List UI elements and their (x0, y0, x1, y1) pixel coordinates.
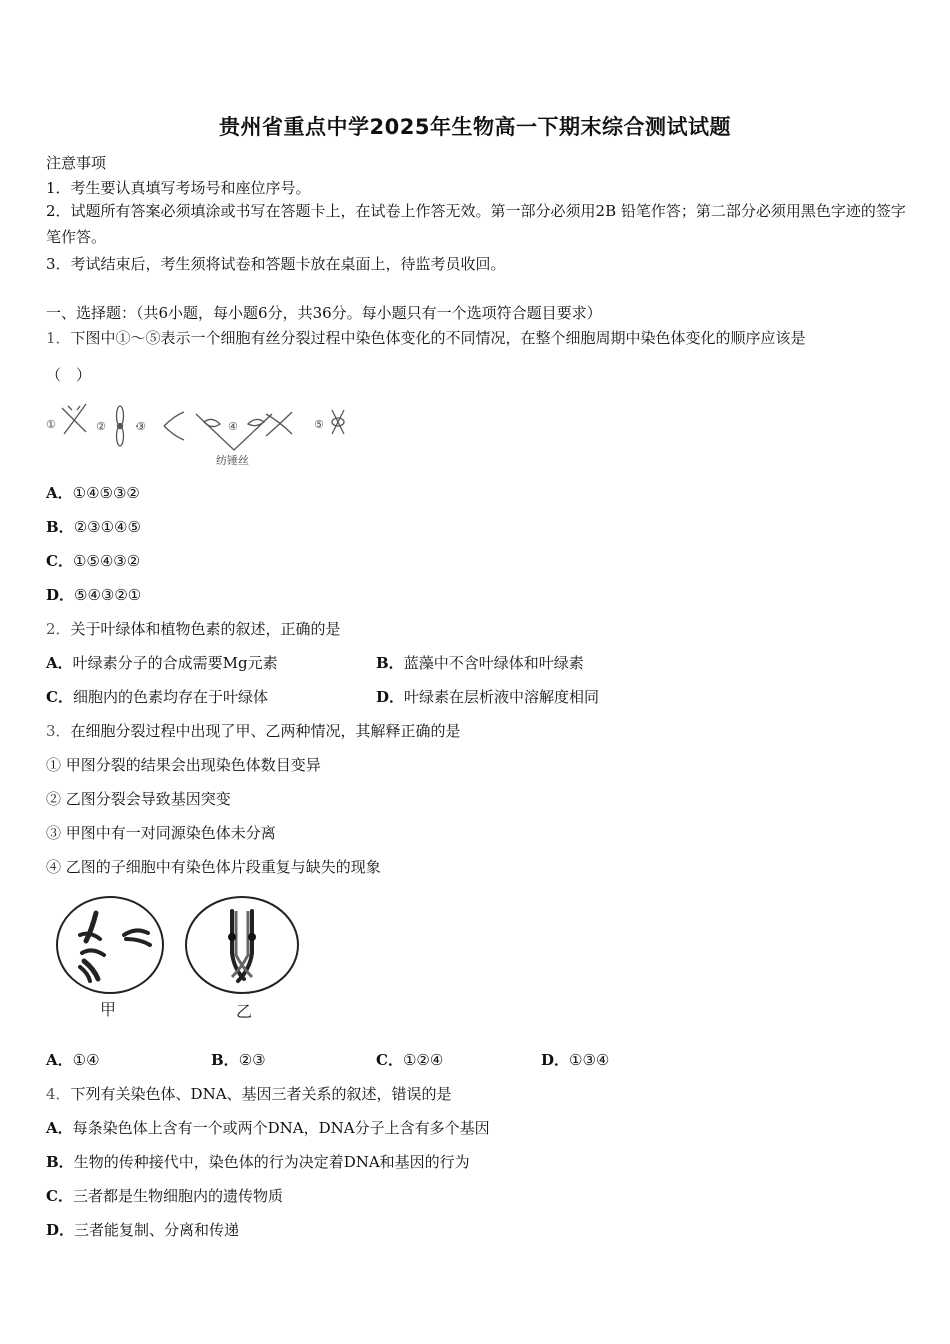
option-text: 叶绿素分子的合成需要Mg元素 (72, 654, 278, 672)
question-number: 1． (46, 329, 71, 347)
figure-label-3: ③ (136, 420, 146, 433)
option-letter: C． (46, 1187, 73, 1205)
option-text: ①②④ (402, 1051, 444, 1069)
option-text: 细胞内的色素均存在于叶绿体 (72, 688, 268, 706)
q2-option-c (46, 686, 268, 707)
option-letter: B． (46, 518, 74, 536)
section-heading: 一、选择题：（共6小题，每小题6分，共36分。每小题只有一个选项符合题目要求） (46, 304, 602, 322)
q4-option-d (46, 1219, 239, 1240)
q2-option-b (376, 652, 584, 673)
option-text: ②③ (238, 1051, 266, 1069)
q3-statement-4: ④ 乙图的子细胞中有染色体片段重复与缺失的现象 (46, 858, 381, 876)
question-number: 3． (46, 722, 71, 740)
figure-label-5: ⑤ (314, 418, 324, 431)
q3-option-d (541, 1049, 609, 1070)
option-text: ①④ (72, 1051, 100, 1069)
question-text: 关于叶绿体和植物色素的叙述，正确的是 (70, 620, 341, 638)
q3-statement-2: ② 乙图分裂会导致基因突变 (46, 790, 231, 808)
option-letter: A． (46, 484, 73, 502)
option-text: 叶绿素在层析液中溶解度相同 (404, 688, 600, 706)
figure-caption: 纺锤丝 (216, 454, 249, 467)
mitosis-figure (44, 398, 364, 468)
q3-option-b (211, 1049, 266, 1070)
q1-option-c (46, 550, 140, 571)
option-text: 每条染色体上含有一个或两个DNA，DNA分子上含有多个基因 (72, 1119, 490, 1137)
figure-label-yi: 乙 (236, 1002, 253, 1021)
option-letter: D． (541, 1051, 570, 1069)
option-letter: A． (46, 1051, 73, 1069)
option-letter: A． (46, 1119, 73, 1137)
question-number: 4． (46, 1085, 71, 1103)
question-4-stem (46, 1083, 452, 1104)
question-number: 2． (46, 620, 71, 638)
question-text: 下图中①～⑤表示一个细胞有丝分裂过程中染色体变化的不同情况，在整个细胞周期中染色体变化的顺序应该是 (70, 329, 806, 347)
q4-option-b (46, 1151, 470, 1172)
cell-division-figure (52, 893, 304, 1023)
question-text: 下列有关染色体、DNA、基因三者关系的叙述，错误的是 (70, 1085, 452, 1103)
option-letter: B． (46, 1153, 74, 1171)
option-letter: C． (46, 688, 73, 706)
option-text: 三者能复制、分离和传递 (74, 1221, 240, 1239)
option-letter: A． (46, 654, 73, 672)
option-letter: D． (376, 688, 405, 706)
option-text: ①⑤④③② (72, 552, 141, 570)
notice-heading: 注意事项 (46, 154, 107, 172)
q3-statement-3: ③ 甲图中有一对同源染色体未分离 (46, 824, 276, 842)
q2-option-a (46, 652, 278, 673)
option-letter: C． (46, 552, 73, 570)
option-letter: B． (376, 654, 404, 672)
q1-option-b (46, 516, 141, 537)
q3-option-a (46, 1049, 100, 1070)
q1-option-a (46, 482, 140, 503)
question-2-stem (46, 618, 341, 639)
q3-option-c (376, 1049, 443, 1070)
figure-label-1: ① (46, 418, 56, 431)
option-letter: C． (376, 1051, 403, 1069)
option-text: 蓝藻中不含叶绿体和叶绿素 (403, 654, 584, 672)
notice-item-3: 3．考试结束后，考生须将试卷和答题卡放在桌面上，待监考员收回。 (46, 255, 506, 273)
q2-option-d (376, 686, 599, 707)
q3-statement-1: ① 甲图分裂的结果会出现染色体数目变异 (46, 756, 321, 774)
page-title: 贵州省重点中学2025年生物高一下期末综合测试试题 (219, 115, 731, 139)
option-letter: B． (211, 1051, 239, 1069)
option-text: ②③①④⑤ (73, 518, 141, 536)
option-text: ①③④ (569, 1051, 610, 1069)
option-text: ①④⑤③② (72, 484, 140, 502)
option-letter: D． (46, 1221, 75, 1239)
question-1-stem (46, 327, 806, 348)
notice-item-1: 1．考生要认真填写考场号和座位序号。 (46, 179, 311, 197)
option-text: 三者都是生物细胞内的遗传物质 (72, 1187, 283, 1205)
notice-item-2: 2．试题所有答案必须填涂或书写在答题卡上，在试卷上作答无效。第一部分必须用2B 铅笔作答；第二部分必须用黑色字迹的签字笔作答。 (46, 202, 906, 246)
option-letter: D． (46, 586, 75, 604)
question-1-paren: （ ） (46, 366, 92, 384)
figure-label-jia: 甲 (100, 1000, 117, 1019)
option-text: 生物的传种接代中，染色体的行为决定着DNA和基因的行为 (73, 1153, 470, 1171)
q1-option-d (46, 584, 141, 605)
question-text: 在细胞分裂过程中出现了甲、乙两种情况，其解释正确的是 (70, 722, 461, 740)
q4-option-c (46, 1185, 283, 1206)
figure-label-2: ② (96, 420, 106, 433)
option-text: ⑤④③②① (74, 586, 142, 604)
q4-option-a (46, 1117, 490, 1138)
question-3-stem (46, 720, 461, 741)
figure-label-4: ④ (228, 420, 238, 433)
